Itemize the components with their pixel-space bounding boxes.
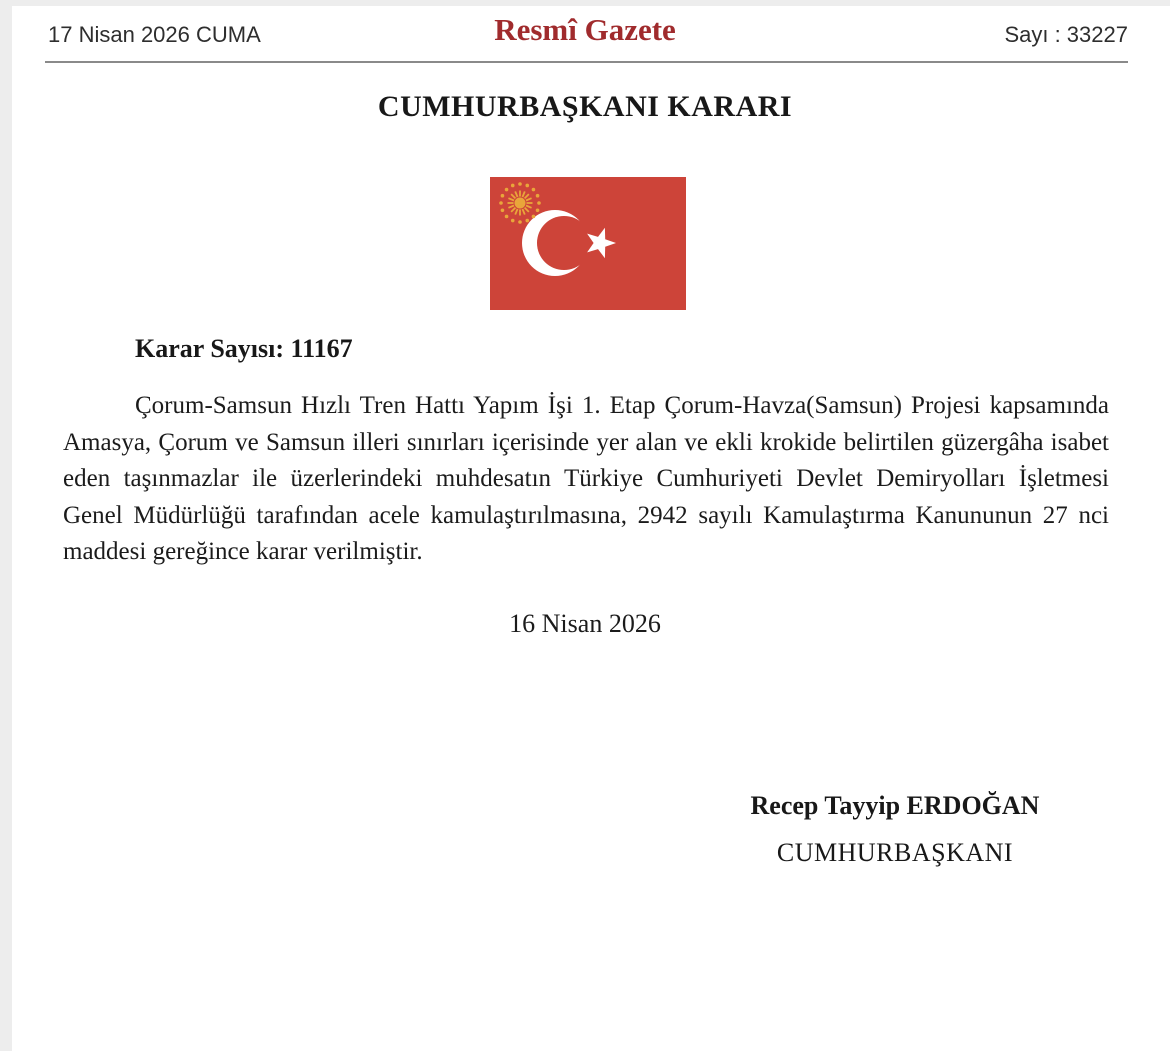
turkish-presidential-flag-icon [490, 177, 686, 310]
crescent-inner [537, 216, 591, 270]
decree-heading: CUMHURBAŞKANI KARARI [377, 90, 793, 123]
signature-block [620, 791, 1170, 868]
publication-date: 17 Nisan 2026 CUMA [48, 22, 261, 47]
header-divider [45, 61, 1128, 63]
signature-title: CUMHURBAŞKANI [776, 838, 1014, 867]
decree-body-paragraph: Çorum-Samsun Hızlı Tren Hattı Yapım İşi 1. Etap Çorum-Havza(Samsun) Projesi kapsamında Amasya, Çorum ve Samsun illeri sınırları içerisinde yer alan ve ekli krokide belirtilen güzergâha isabet eden taşınmazlar ile üzerlerindeki muhdesatın Türkiye Cumhuriyeti Devlet Demiryolları İşletmesi Genel Müdürlüğü tarafından acele kamulaştırılmasına, 2942 sayılı Kamulaştırma Kanununun 27 nci maddesi gereğince karar verilmiştir. [63, 392, 1109, 565]
issue-number: Sayı : 33227 [1004, 22, 1128, 47]
decision-number: Karar Sayısı: 11167 [135, 334, 353, 363]
signature-name: Recep Tayyip ERDOĞAN [750, 791, 1040, 820]
flag-svg [490, 177, 686, 310]
masthead-title: Resmî Gazete [494, 12, 676, 47]
decision-date: 16 Nisan 2026 [509, 609, 661, 638]
